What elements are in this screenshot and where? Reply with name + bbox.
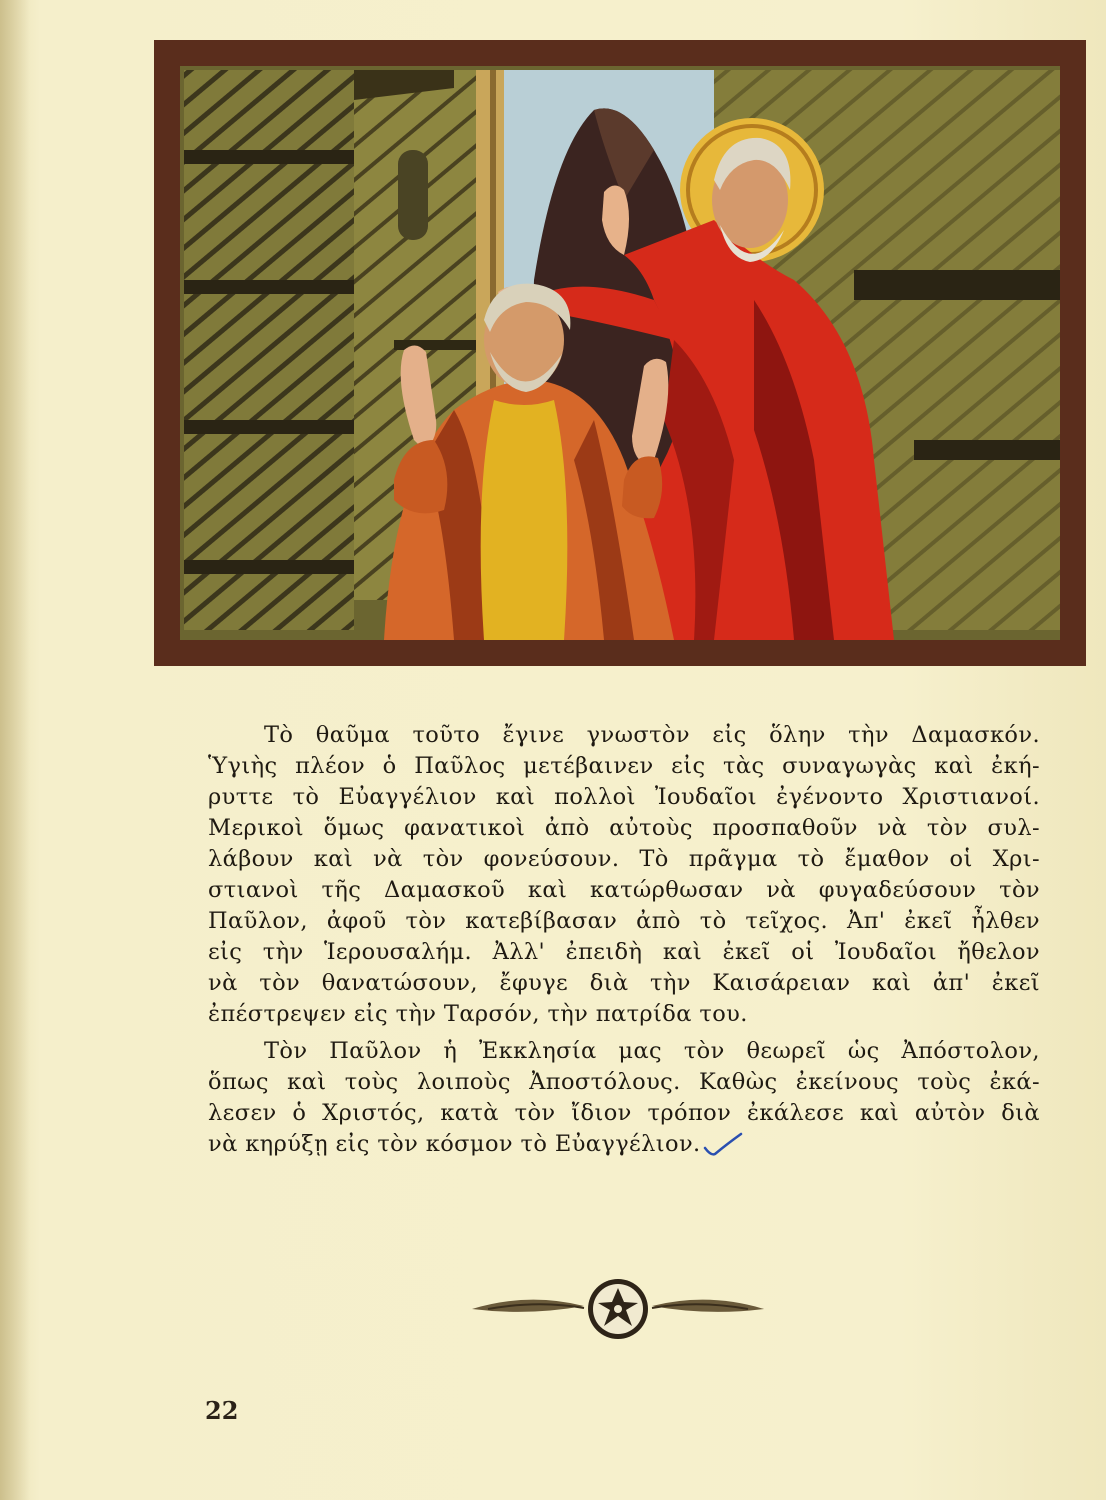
gutter-shadow (0, 0, 30, 1500)
text-line: Ὑγιὴς πλέον ὁ Παῦλος μετέβαινεν εἰς τὰς συναγωγὰς καὶ ἐκή- (208, 753, 1040, 779)
illustration-drawing (154, 40, 1086, 666)
cross-ornament-icon (468, 1272, 768, 1346)
text-line: λάβουν καὶ νὰ τὸν φονεύσουν. Τὸ πρᾶγμα τὸ ἔμαθον οἱ Χρι- (208, 846, 1040, 872)
text-line-last (208, 1129, 1040, 1160)
pen-checkmark-icon (703, 1132, 743, 1158)
text-line: ἐπέστρεψεν εἰς τὴν Ταρσόν, τὴν πατρίδα του. (208, 1001, 748, 1027)
text-line: Μερικοὶ ὅμως φανατικοὶ ἀπὸ αὐτοὺς προσπαθοῦν νὰ τὸν συλ- (208, 815, 1040, 841)
illustration (154, 40, 1086, 666)
page-number: 22 (205, 1396, 239, 1425)
text-line: νὰ τὸν θανατώσουν, ἔφυγε διὰ τὴν Καισάρειαν καὶ ἀπ' ἐκεῖ (208, 970, 1040, 996)
text-line: εἰς τὴν Ἱερουσαλήμ. Ἀλλ' ἐπειδὴ καὶ ἐκεῖ οἱ Ἰουδαῖοι ἤθελον (208, 939, 1040, 965)
text-line: Παῦλον, ἀφοῦ τὸν κατεβίβασαν ἀπὸ τὸ τεῖχος. Ἀπ' ἐκεῖ ἦλθεν (208, 908, 1040, 934)
text-line: ρυττε τὸ Εὐαγγέλιον καὶ πολλοὶ Ἰουδαῖοι ἐγένοντο Χριστιανοί. (208, 784, 1040, 810)
text-line: ὅπως καὶ τοὺς λοιποὺς Ἀποστόλους. Καθὼς ἐκείνους τοὺς ἐκά- (208, 1069, 1040, 1095)
text-line: Τὸν Παῦλον ἡ Ἐκκλησία μας τὸν θεωρεῖ ὡς Ἀπόστολον, (264, 1038, 1040, 1064)
text-line: Τὸ θαῦμα τοῦτο ἔγινε γνωστὸν εἰς ὅλην τὴν Δαμασκόν. (264, 722, 1040, 748)
text-line: λεσεν ὁ Χριστός, κατὰ τὸν ἴδιον τρόπον ἐκάλεσε καὶ αὐτὸν διὰ (208, 1100, 1040, 1126)
text-line: στιανοὶ τῆς Δαμασκοῦ καὶ κατώρθωσαν νὰ φυγαδεύσουν τὸν (208, 877, 1040, 903)
body-text (208, 720, 1040, 1160)
last-line-text: νὰ κηρύξῃ εἰς τὸν κόσμον τὸ Εὐαγγέλιον. (208, 1131, 701, 1157)
paragraph-2 (208, 1036, 1040, 1160)
paragraph-1 (208, 720, 1040, 1030)
